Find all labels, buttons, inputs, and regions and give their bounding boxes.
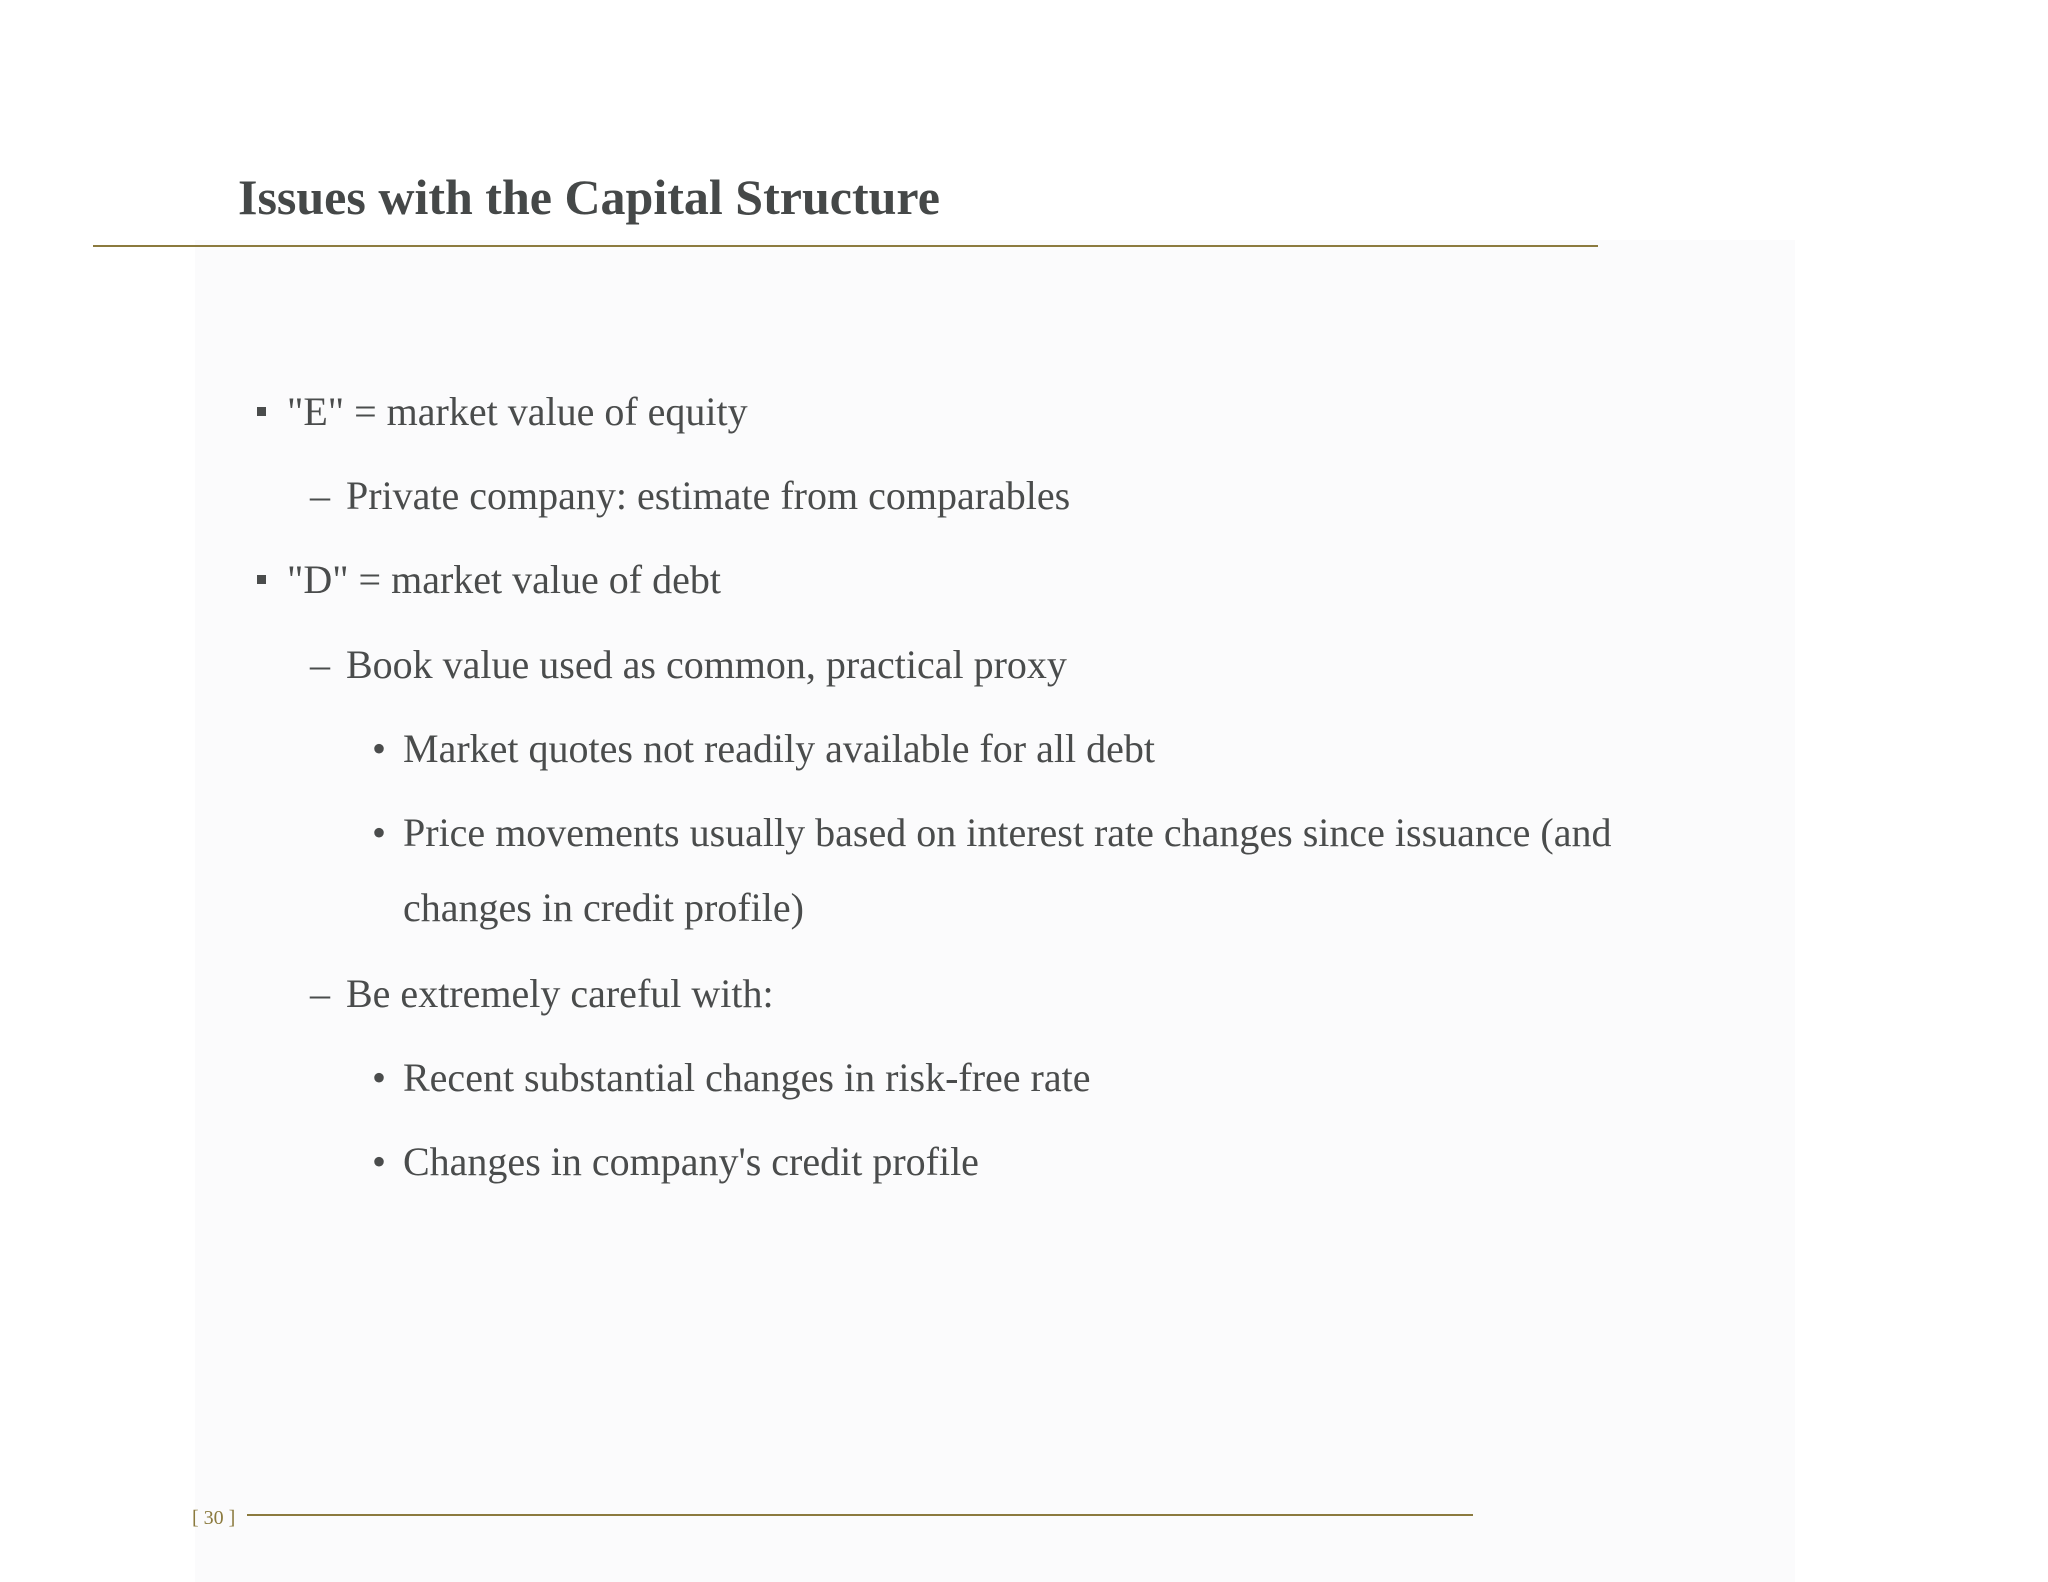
- bullet-item-price-movements-line1: Price movements usually based on interest rate changes since issuance (and: [403, 810, 1612, 855]
- bullet-item-debt: "D" = market value of debt: [287, 557, 721, 602]
- footer-rule: [247, 1514, 1473, 1516]
- dot-marker: •: [372, 810, 387, 855]
- dash-marker: –: [310, 642, 330, 687]
- dot-marker: •: [372, 1055, 387, 1100]
- dot-marker: •: [372, 1139, 387, 1184]
- title-underline-rule: [93, 245, 1598, 247]
- bullet-item-book-value: Book value used as common, practical proxy: [346, 642, 1067, 687]
- slide-title: Issues with the Capital Structure: [238, 169, 940, 225]
- bullet-item-private-company: Private company: estimate from comparables: [346, 473, 1071, 518]
- bullet-item-be-careful: Be extremely careful with:: [346, 971, 774, 1016]
- bullet-item-market-quotes: Market quotes not readily available for all debt: [403, 726, 1155, 771]
- bullet-item-equity: "E" = market value of equity: [287, 389, 748, 434]
- dash-marker: –: [310, 971, 330, 1016]
- dash-marker: –: [310, 473, 330, 518]
- square-bullet-icon: [257, 407, 266, 416]
- bullet-item-price-movements-line2: changes in credit profile): [403, 885, 804, 930]
- bullet-item-risk-free-rate: Recent substantial changes in risk-free rate: [403, 1055, 1091, 1100]
- square-bullet-icon: [257, 575, 266, 584]
- bullet-item-credit-profile: Changes in company's credit profile: [403, 1139, 979, 1184]
- page-number: [ 30 ]: [192, 1507, 236, 1529]
- dot-marker: •: [372, 726, 387, 771]
